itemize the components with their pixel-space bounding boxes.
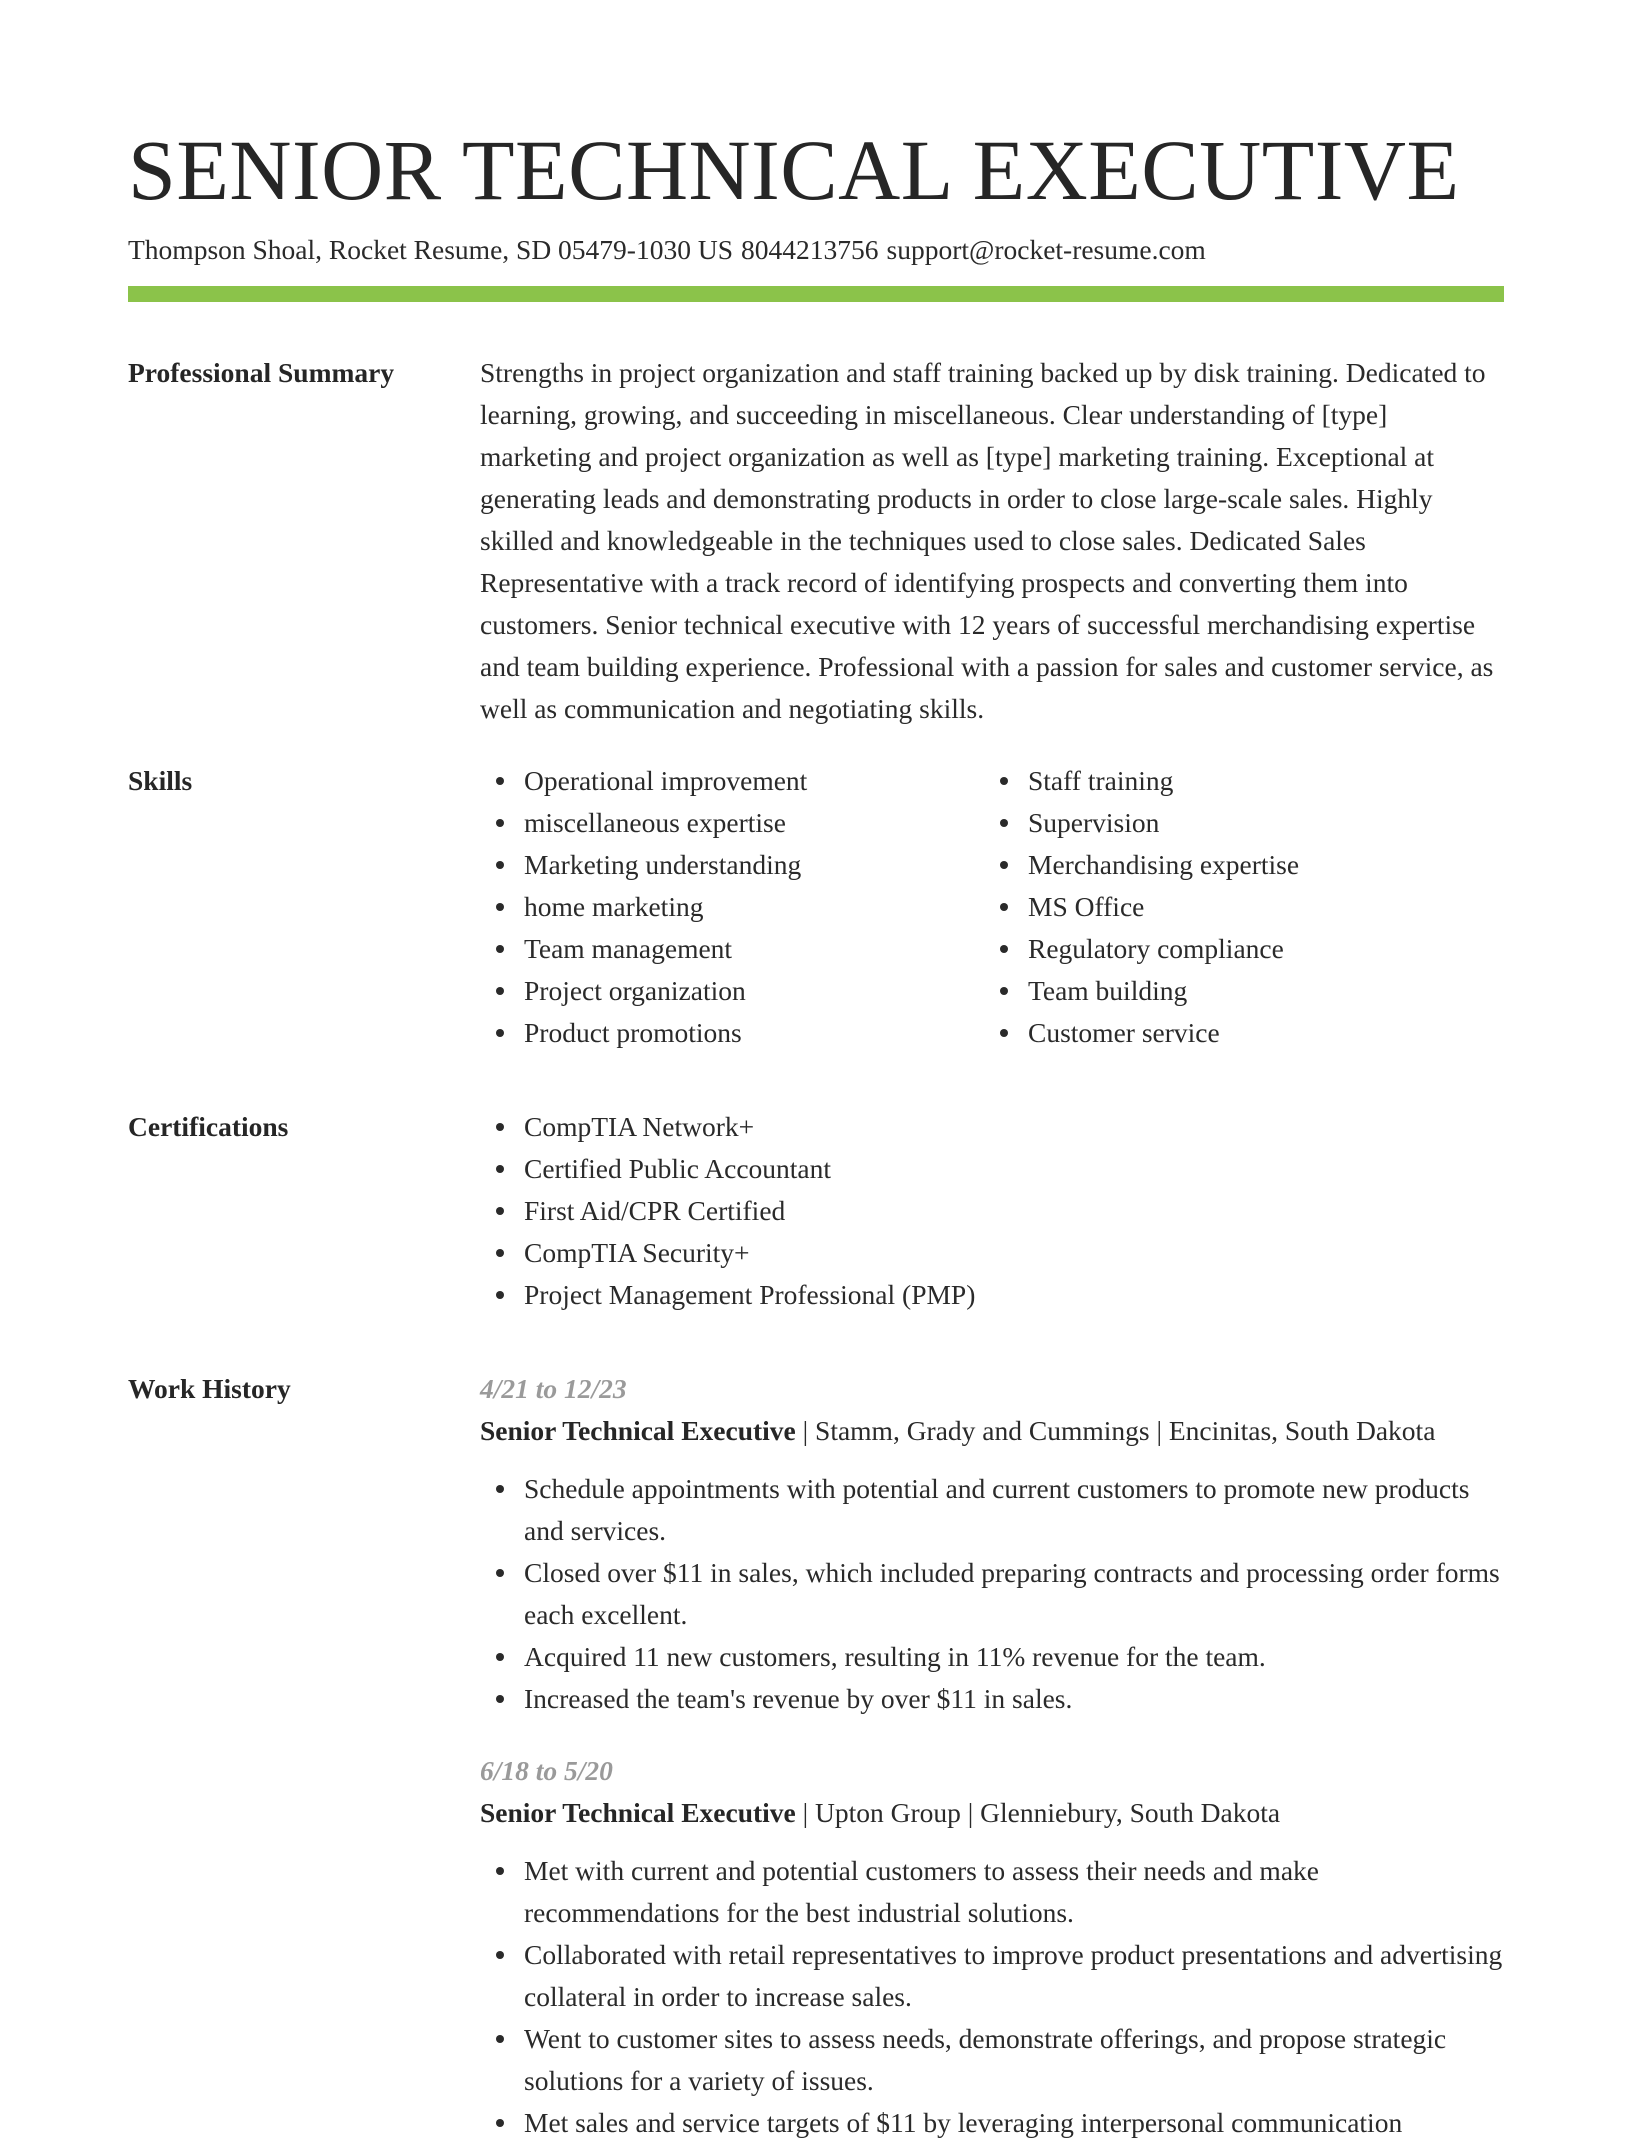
certifications-heading: Certifications (128, 1111, 289, 1142)
certifications-body (480, 1106, 1504, 1316)
job-details: | Upton Group | Glenniebury, South Dakota (795, 1797, 1281, 1828)
contact-email: support@rocket-resume.com (886, 234, 1206, 265)
summary-section (128, 352, 1504, 730)
skills-heading: Skills (128, 765, 193, 796)
skill-item: Merchandising expertise (984, 844, 1488, 886)
skill-item: Product promotions (480, 1012, 984, 1054)
certifications-list (480, 1106, 1504, 1316)
summary-text: Strengths in project organization and staff training backed up by disk training. Dedicated to learning, growing, and succeeding in miscellaneous. Clear understanding of [type] marketing and project organization as well as [type] marketing training. Exceptional at generating leads and demonstrating products in order to close large-scale sales. Highly skilled and knowledgeable in the techniques used to close sales. Dedicated Sales Representative with a track record of identifying prospects and converting them into customers. Senior technical executive with 12 years of successful merchandising expertise and team building experience. Professional with a passion for sales and customer service, as well as communication and negotiating skills. (480, 357, 1494, 724)
job-bullet: Collaborated with retail representatives to improve product presentations and advertising collateral in order to increase sales. (480, 1934, 1504, 2018)
work-heading: Work History (128, 1373, 291, 1404)
skill-item: Team building (984, 970, 1488, 1012)
skill-item: Staff training (984, 760, 1488, 802)
contact-line (128, 232, 1504, 268)
job-details: | Stamm, Grady and Cummings | Encinitas, South Dakota (795, 1415, 1436, 1446)
job-bullet: Schedule appointments with potential and current customers to promote new products and services. (480, 1468, 1504, 1552)
skill-item: Customer service (984, 1012, 1488, 1054)
skill-item: Project organization (480, 970, 984, 1012)
skills-list-left (480, 760, 984, 1054)
skill-item: Supervision (984, 802, 1488, 844)
certification-item: CompTIA Network+ (480, 1106, 1504, 1148)
certification-item: First Aid/CPR Certified (480, 1190, 1504, 1232)
skill-item: Operational improvement (480, 760, 984, 802)
job-heading (480, 1792, 1504, 1834)
skill-item: home marketing (480, 886, 984, 928)
job-entry (480, 1368, 1504, 1720)
skill-item: miscellaneous expertise (480, 802, 984, 844)
job-entry (480, 1750, 1504, 2144)
skill-item: Regulatory compliance (984, 928, 1488, 970)
job-bullets (480, 1850, 1504, 2144)
skills-list-right (984, 760, 1488, 1054)
job-bullet: Met sales and service targets of $11 by leveraging interpersonal communication (480, 2102, 1504, 2144)
skill-item: MS Office (984, 886, 1488, 928)
job-title: Senior Technical Executive (480, 1415, 796, 1446)
job-bullet: Met with current and potential customers to assess their needs and make recommendations for the best industrial solutions. (480, 1850, 1504, 1934)
certification-item: CompTIA Security+ (480, 1232, 1504, 1274)
job-title: Senior Technical Executive (480, 1797, 796, 1828)
certification-item: Certified Public Accountant (480, 1148, 1504, 1190)
job-dates: 6/18 to 5/20 (480, 1755, 613, 1786)
skills-grid (480, 760, 1504, 1054)
skill-item: Marketing understanding (480, 844, 984, 886)
job-bullet: Closed over $11 in sales, which included preparing contracts and processing order forms each excellent. (480, 1552, 1504, 1636)
summary-heading: Professional Summary (128, 357, 395, 388)
resume-name: SENIOR TECHNICAL EXECUTIVE (128, 122, 1460, 218)
work-section (128, 1368, 1504, 2144)
job-bullets (480, 1468, 1504, 1720)
resume-page (128, 118, 1504, 2144)
skills-section (128, 760, 1504, 1054)
job-heading (480, 1410, 1504, 1452)
job-bullet: Went to customer sites to assess needs, demonstrate offerings, and propose strategic solutions for a variety of issues. (480, 2018, 1504, 2102)
header-divider (128, 286, 1504, 302)
job-bullet: Increased the team's revenue by over $11 in sales. (480, 1678, 1504, 1720)
certifications-section (128, 1106, 1504, 1316)
certification-item: Project Management Professional (PMP) (480, 1274, 1504, 1316)
skill-item: Team management (480, 928, 984, 970)
contact-address: Thompson Shoal, Rocket Resume, SD 05479-1030 US (128, 234, 733, 265)
contact-phone: 8044213756 (741, 234, 879, 265)
job-bullet: Acquired 11 new customers, resulting in 11% revenue for the team. (480, 1636, 1504, 1678)
work-body (480, 1368, 1504, 2144)
job-dates: 4/21 to 12/23 (480, 1373, 627, 1404)
